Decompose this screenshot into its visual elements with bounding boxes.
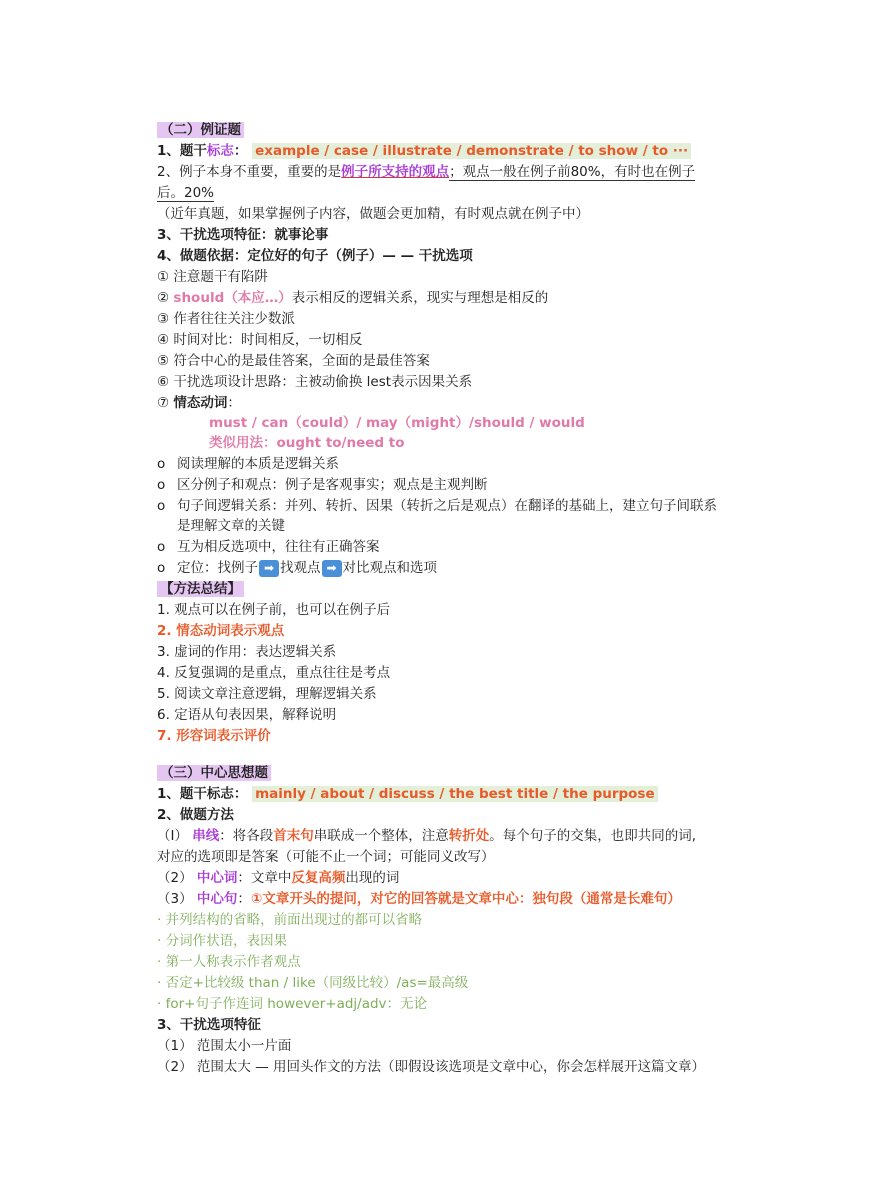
summary-item-4: 4. 反复强调的是重点，重点往往是考点 [157,665,391,681]
example-point-line-cont: 后。20% [157,185,215,201]
summary-heading: 【方法总结】 [157,579,244,599]
distractor-2: （2） 范围太大 — 用回头作文的方法（即假设该选项是文章中心，你会怎样展开这篇文章） [157,1059,705,1075]
circled-item-6: ⑥ 干扰选项设计思路：主被动偷换 lest表示因果关系 [157,374,473,390]
section-heading-example: （二）例证题 [157,120,244,140]
method-3: （3） 中心句：①文章开头的提问，对它的回答就是文章中心：独句段（通常是长难句） [157,891,681,907]
method-1: （I） 串线：将各段首末句串联成一个整体，注意转折处。每个句子的交集，也即共同的词, [157,828,697,844]
modal-verbs-line: must / can（could）/ may（might）/should / would [209,415,585,431]
method-2: （2） 中心词：文章中反复高频出现的词 [157,870,400,886]
circled-item-4: ④ 时间对比：时间相反，一切相反 [157,332,363,348]
exam-note: （近年真题，如果掌握例子内容，做题会更加精，有时观点就在例子中） [157,206,589,222]
bullet-item-1: o 阅读理解的本质是逻辑关系 [157,456,339,472]
bullet-item-2: o 区分例子和观点：例子是客观事实；观点是主观判断 [157,477,488,493]
distractor-heading: 3、干扰选项特征 [157,1017,261,1033]
bullet-icon: o [157,456,166,472]
green-note-5: · for+句子作连词 however+adj/adv：无论 [157,996,428,1012]
summary-item-7: 7. 形容词表示评价 [157,728,271,744]
bullet-item-3-cont: 是理解文章的关键 [177,518,285,534]
summary-item-3: 3. 虚词的作用：表达逻辑关系 [157,644,337,660]
summary-item-2: 2. 情态动词表示观点 [157,623,285,639]
bullet-icon: o [157,498,166,514]
bullet-item-5: o 定位：找例子 ➡ 找观点 ➡ 对比观点和选项 [157,560,437,576]
main-idea-signal-line: 1、题干标志： mainly / about / discuss / the best title / the purpose [157,784,658,804]
method-heading: 2、做题方法 [157,807,234,823]
green-note-1: · 并列结构的省略，前面出现过的都可以省略 [157,912,423,928]
method-1-cont: 对应的选项即是答案（可能不止一个词；可能同义改写） [157,849,495,865]
circled-item-5: ⑤ 符合中心的是最佳答案，全面的是最佳答案 [157,353,430,369]
circled-item-7: ⑦ 情态动词： [157,395,241,411]
summary-item-1: 1. 观点可以在例子前，也可以在例子后 [157,602,391,618]
summary-item-5: 5. 阅读文章注意逻辑，理解逻辑关系 [157,686,377,702]
example-signal-line: 1、题干标志： example / case / illustrate / demonstrate / to show / to ··· [157,141,691,161]
bullet-icon: o [157,477,166,493]
circled-item-3: ③ 作者往往关注少数派 [157,311,295,327]
bullet-item-3: o 句子间逻辑关系：并列、转折、因果（转折之后是观点）在翻译的基础上，建立句子间联系 [157,498,717,514]
section-heading-main-idea: （三）中心思想题 [157,763,271,783]
green-note-4: · 否定+比较级 than / like（同级比较）/as=最高级 [157,975,469,991]
bullet-icon: o [157,560,166,576]
green-note-3: · 第一人称表示作者观点 [157,954,301,970]
circled-item-1: ① 注意题干有陷阱 [157,269,268,285]
example-point-line: 2、例子本身不重要，重要的是例子所支持的观点；观点一般在例子前80%，有时也在例子 [157,164,696,180]
summary-item-6: 6. 定语从句表因果，解释说明 [157,707,337,723]
green-note-2: · 分词作状语，表因果 [157,933,288,949]
similar-usage-line: 类似用法：ought to/need to [209,435,405,451]
distractor-1: （1） 范围太小一片面 [157,1038,292,1054]
bullet-item-4: o 互为相反选项中，往往有正确答案 [157,539,380,555]
distractor-feature: 3、干扰选项特征：就事论事 [157,227,329,243]
solving-basis: 4、做题依据：定位好的句子（例子）— — 干扰选项 [157,248,473,264]
right-arrow-icon: ➡ [322,560,342,577]
circled-item-2: ② should（本应…）表示相反的逻辑关系，现实与理想是相反的 [157,290,549,306]
right-arrow-icon: ➡ [259,560,279,577]
bullet-icon: o [157,539,166,555]
